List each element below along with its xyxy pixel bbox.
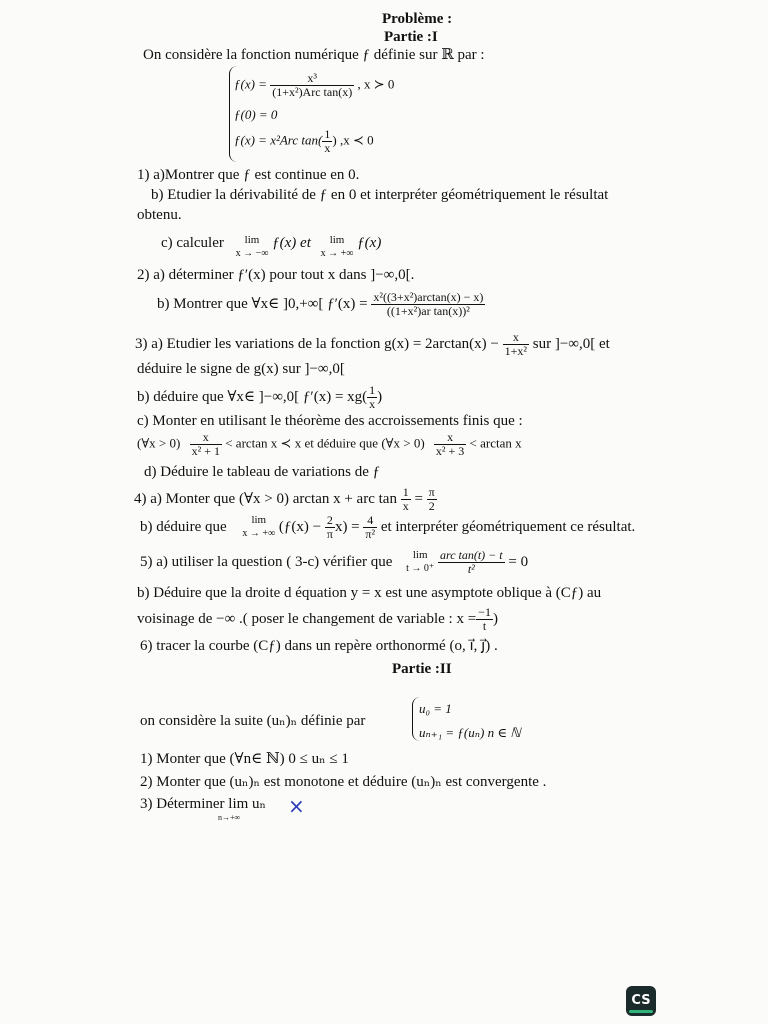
q3-c-line2: (∀x > 0) $\frac{x}{\text{x² + 1}}$ < arctan x ≺ x et déduire que (∀x > 0) $\frac{x}{\text{x² + 3}}$ < arctan x xyxy=(137,430,522,458)
part2-q2: 2) Monter que (uₙ)ₙ est monotone et déduire (uₙ)ₙ est convergente . xyxy=(140,774,547,790)
q2-b: b) Montrer que ∀x∈ ]0,+∞[ ƒ′(x) = $\frac{\text{x²((3+x²)arctan(x) − x)}}{\text{((1+x²)ar tan(x))²}}$ xyxy=(157,290,484,318)
problem-title: Problème : xyxy=(382,11,453,27)
part2-q3: 3) Déterminer lim uₙ n→+∞ xyxy=(140,796,267,822)
part2-intro: on considère la suite (uₙ)ₙ définie par xyxy=(140,713,366,729)
sequence-line-2: uₙ₊₁ = ƒ(uₙ) n ∈ ℕ xyxy=(419,725,521,740)
part1-title: Partie :I xyxy=(384,29,438,45)
q4-b: b) déduire que lim x → +∞ (ƒ(x) − $\frac{2}{\pi}$ x) = $\frac{4}{\text{π²}}$ et interpréter géométriquement ce résultat. xyxy=(140,513,636,541)
q3-a-line1: 3) a) Etudier les variations de la fonction g(x) = 2arctan(x) − $\frac{x}{\text{1+x²}}$ sur ]−∞,0[ et xyxy=(135,330,610,358)
system-line-3: ƒ(x) = x²Arc tan( $\frac{1}{x}$ ) ,x ≺ 0 xyxy=(234,127,374,155)
q4-a: 4) a) Monter que (∀x > 0) arctan x + arc tan $\frac{1}{x}$ = $\frac{\pi}{2}$ xyxy=(134,485,435,513)
q3-d: d) Déduire le tableau de variations de ƒ xyxy=(144,464,381,480)
q1-b-line2: obtenu. xyxy=(137,207,182,223)
q1-b-line1: b) Etudier la dérivabilité de ƒ en 0 et interpréter géométriquement le résultat xyxy=(151,187,609,203)
q5-b-line1: b) Déduire que la droite d équation y = x est une asymptote oblique à (Cƒ) au xyxy=(137,585,602,601)
part2-q1: 1) Monter que (∀n∈ ℕ) 0 ≤ uₙ ≤ 1 xyxy=(140,751,349,767)
system-line-2: ƒ(0) = 0 xyxy=(234,107,278,122)
q3-b: b) déduire que ∀x∈ ]−∞,0[ ƒ′(x) = xg( $\frac{1}{x}$ ) xyxy=(137,383,383,411)
camscanner-logo-icon: CS xyxy=(626,986,656,1016)
q3-c-line1: c) Monter en utilisant le théorème des accroissements finis que : xyxy=(137,413,523,429)
q5-b-line2: voisinage de −∞ .( poser le changement de variable : x = $\frac{-1}{t}$ ) xyxy=(137,605,498,633)
q1-c: c) calculer lim x → −∞ ƒ(x) et lim x → +∞ ƒ(x) xyxy=(161,234,382,259)
intro-text: On considère la fonction numérique ƒ définie sur ℝ par : xyxy=(143,47,485,63)
sequence-line-1: u₀ = 1 xyxy=(419,701,452,716)
system-line-1: ƒ(x) = $\frac{\text{x³}}{\text{(1+x²)Arc tan(x)}}$ , x ≻ 0 xyxy=(234,71,395,99)
q2-a: 2) a) déterminer ƒ′(x) pour tout x dans ]−∞,0[. xyxy=(137,267,415,283)
q6: 6) tracer la courbe (Cƒ) dans un repère orthonormé (o, i⃗, j⃗) . xyxy=(140,638,498,654)
q3-a-line2: déduire le signe de g(x) sur ]−∞,0[ xyxy=(137,361,345,377)
q5-a: 5) a) utiliser la question ( 3-c) vérifier que lim t → 0⁺ $\frac{\text{arc tan(t) − t}}{\text{t²}}$ = 0 xyxy=(140,548,529,576)
handwritten-cross-mark: × xyxy=(288,794,305,818)
part2-title: Partie :II xyxy=(392,661,452,677)
q1-a: 1) a)Montrer que ƒ est continue en 0. xyxy=(137,167,360,183)
